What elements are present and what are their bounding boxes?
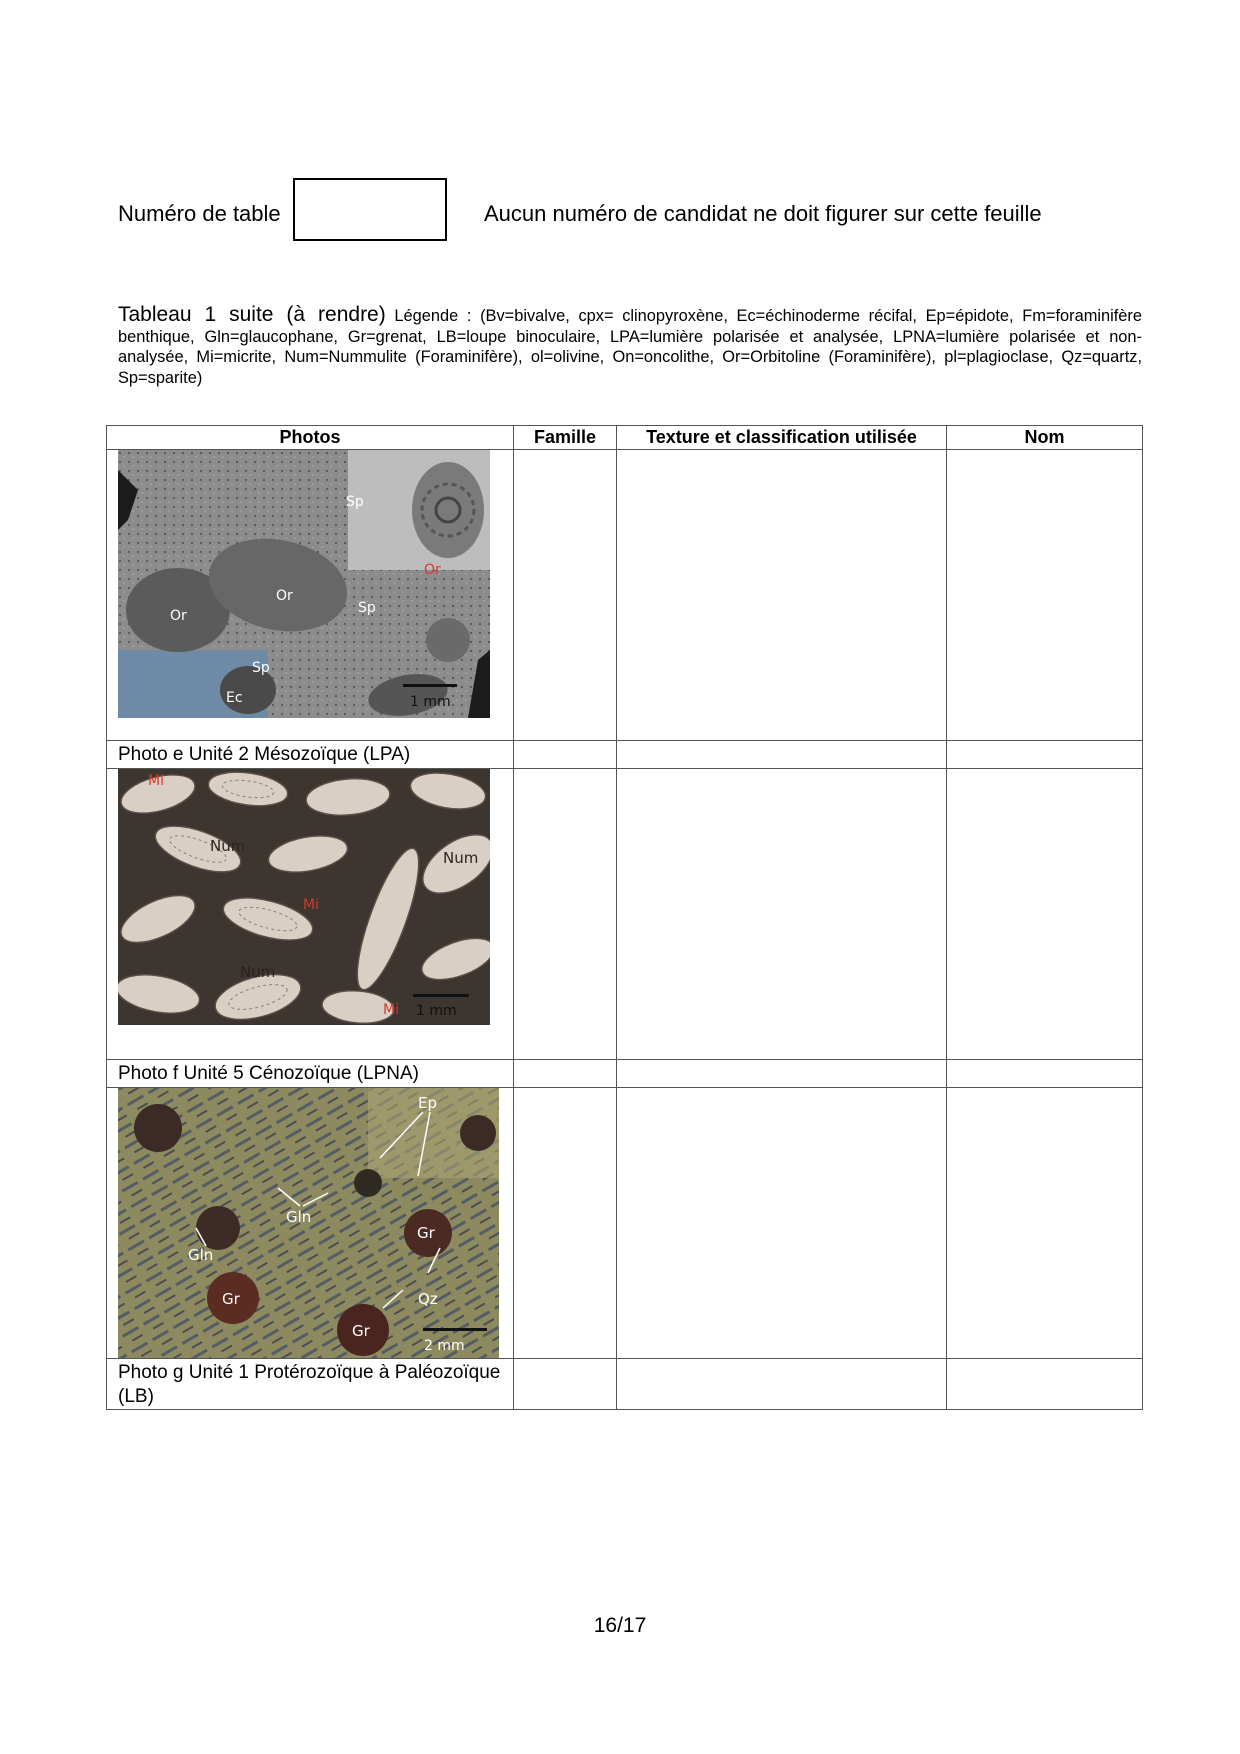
legend-title: Tableau 1 suite (à rendre) (118, 303, 386, 326)
table-number-label: Numéro de table (118, 201, 281, 226)
texture-caption-cell-g[interactable] (617, 1359, 947, 1410)
table-row (107, 450, 1143, 741)
table-header-row (107, 426, 1143, 450)
answer-table (106, 425, 1143, 1410)
nom-cell-g[interactable] (947, 1088, 1143, 1359)
label-mi-2: Mi (303, 897, 319, 913)
scale-label: 1 mm (416, 1003, 457, 1019)
label-ec: Ec (226, 690, 243, 706)
label-or-3: Or (424, 562, 441, 578)
photo-cell-f (107, 769, 514, 1060)
famille-caption-cell-e[interactable] (514, 741, 617, 769)
table-row (107, 1359, 1143, 1410)
label-num-1: Num (210, 837, 246, 855)
scale-bar (403, 684, 457, 687)
legend-text: Légende : (Bv=bivalve, cpx= clinopyroxène, Ec=échinoderme récifal, Ep=épidote, Fm=foraminifère benthique, Gln=glaucophane, Gr=grenat, LB=loupe binoculaire, LPA=lumière polarisée et analysée, LPNA=lumière polarisée et non-analysée, Mi=micrite, Num=Nummulite (Foraminifère), ol=olivine, On=oncolithe, Or=Orbitoline (Foraminifère), pl=plagioclase, Qz=quartz, Sp=sparite) (118, 307, 1142, 387)
table-row (107, 769, 1143, 1060)
nom-caption-cell-e[interactable] (947, 741, 1143, 769)
texture-caption-cell-e[interactable] (617, 741, 947, 769)
label-or-1: Or (170, 608, 187, 624)
texture-cell-f[interactable] (617, 769, 947, 1060)
header (118, 178, 1128, 244)
photo-cell-e (107, 450, 514, 741)
column-header-nom: Nom (947, 426, 1143, 450)
famille-caption-cell-f[interactable] (514, 1060, 617, 1088)
famille-caption-cell-g[interactable] (514, 1359, 617, 1410)
column-header-photos: Photos (107, 426, 514, 450)
table-row (107, 1088, 1143, 1359)
label-ep: Ep (418, 1094, 437, 1112)
scale-bar (413, 994, 469, 997)
column-header-texture: Texture et classification utilisée (617, 426, 947, 450)
label-mi-1: Mi (148, 773, 164, 789)
label-gr-1: Gr (417, 1224, 435, 1242)
nom-caption-cell-f[interactable] (947, 1060, 1143, 1088)
label-or-2: Or (276, 588, 293, 604)
label-num-2: Num (443, 849, 479, 867)
column-header-famille: Famille (514, 426, 617, 450)
label-gr-2: Gr (222, 1290, 240, 1308)
scale-label: 2 mm (424, 1338, 465, 1354)
label-sp-2: Sp (358, 600, 376, 616)
photo-caption-g: Photo g Unité 1 Protérozoïque à Paléozoïque (LB) (107, 1359, 514, 1410)
photo-caption-e: Photo e Unité 2 Mésozoïque (LPA) (107, 741, 514, 769)
nom-cell-f[interactable] (947, 769, 1143, 1060)
label-gln-2: Gln (188, 1246, 214, 1264)
nom-cell-e[interactable] (947, 450, 1143, 741)
table-number-box[interactable] (293, 178, 447, 241)
table-row (107, 741, 1143, 769)
photo-g-metamorphic-rock (118, 1088, 499, 1358)
scale-label: 1 mm (410, 694, 451, 710)
label-num-3: Num (240, 963, 276, 981)
photo-f-nummulite-limestone (118, 769, 490, 1025)
texture-cell-e[interactable] (617, 450, 947, 741)
famille-cell-f[interactable] (514, 769, 617, 1060)
photo-caption-f: Photo f Unité 5 Cénozoïque (LPNA) (107, 1060, 514, 1088)
table-row (107, 1060, 1143, 1088)
label-qz: Qz (418, 1290, 438, 1308)
scale-bar (423, 1328, 487, 1331)
label-sp-1: Sp (346, 494, 364, 510)
label-gln-1: Gln (286, 1208, 312, 1226)
label-gr-3: Gr (352, 1322, 370, 1340)
label-mi-3: Mi (383, 1002, 399, 1018)
legend (118, 305, 1142, 388)
anonymity-warning: Aucun numéro de candidat ne doit figurer sur cette feuille (484, 201, 1042, 226)
texture-caption-cell-f[interactable] (617, 1060, 947, 1088)
texture-cell-g[interactable] (617, 1088, 947, 1359)
photo-e-limestone-thin-section (118, 450, 490, 718)
famille-cell-e[interactable] (514, 450, 617, 741)
famille-cell-g[interactable] (514, 1088, 617, 1359)
label-sp-3: Sp (252, 660, 270, 676)
nom-caption-cell-g[interactable] (947, 1359, 1143, 1410)
page-number: 16/17 (593, 1614, 647, 1637)
photo-cell-g (107, 1088, 514, 1359)
